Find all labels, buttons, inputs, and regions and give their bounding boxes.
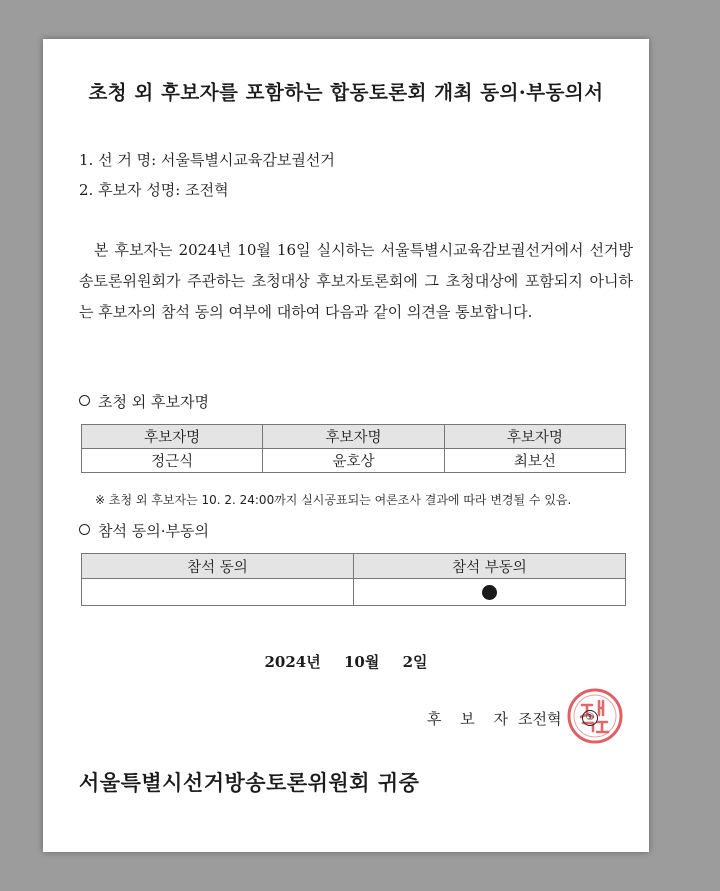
section-heading-candidates <box>79 391 209 412</box>
signature-name: 조전혁 <box>518 710 562 728</box>
document-title: 초청 외 후보자를 포함하는 합동토론회 개최 동의·부동의서 <box>88 81 604 104</box>
attendance-table <box>81 553 626 606</box>
table-row <box>82 449 626 473</box>
body-paragraph: 본 후보자는 2024년 10월 16일 실시하는 서울특별시교육감보궐선거에서 선거방송토론위원회가 주관하는 초청대상 후보자토론회에 그 초청대상에 포함되지 아니하는 후보자의 참석 동의 여부에 대하여 다음과 같이 의견을 통보합니다. <box>79 241 633 321</box>
agree-header-cell: 참석 동의 <box>82 554 354 579</box>
footnote: ※ 초청 외 후보자는 10. 2. 24:00까지 실시공표되는 여론조사 결과에 따라 변경될 수 있음. <box>95 493 572 507</box>
document-date <box>43 651 649 672</box>
table-header-row <box>82 554 626 579</box>
candidate-name-value: 조전혁 <box>185 181 229 199</box>
circle-bullet-icon <box>79 524 90 535</box>
table-header-row <box>82 425 626 449</box>
table-row <box>82 579 626 606</box>
table-header-cell: 후보자명 <box>82 425 263 449</box>
section-heading-text: 초청 외 후보자명 <box>98 393 209 411</box>
addressee: 서울특별시선거방송토론위원회 귀중 <box>79 770 420 795</box>
circle-bullet-icon <box>79 395 90 406</box>
election-name-label: 1. 선 거 명: <box>79 151 157 169</box>
election-name-value: 서울특별시교육감보궐선거 <box>160 151 335 169</box>
document-page <box>43 39 649 852</box>
election-name-field <box>79 149 335 170</box>
candidate-name-cell: 윤호상 <box>263 449 444 473</box>
section-heading-attendance <box>79 520 209 541</box>
candidate-name-cell: 최보선 <box>444 449 625 473</box>
date-year: 2024년 <box>264 653 321 671</box>
date-month: 10월 <box>343 653 380 671</box>
signature-label: 후 보 자 <box>427 710 516 728</box>
filled-dot-mark-icon <box>482 585 497 600</box>
date-day: 2일 <box>402 653 428 671</box>
table-header-cell: 후보자명 <box>444 425 625 449</box>
disagree-header-cell: 참석 부동의 <box>354 554 626 579</box>
seal-placeholder-mark: ① <box>582 710 598 726</box>
section-heading-text: 참석 동의·부동의 <box>98 522 209 540</box>
candidates-table <box>81 424 626 473</box>
candidate-name-cell: 정근식 <box>82 449 263 473</box>
candidate-name-label: 2. 후보자 성명: <box>79 181 181 199</box>
candidate-name-field <box>79 179 229 200</box>
table-header-cell: 후보자명 <box>263 425 444 449</box>
agree-mark-cell <box>82 579 354 606</box>
disagree-mark-cell <box>354 579 626 606</box>
